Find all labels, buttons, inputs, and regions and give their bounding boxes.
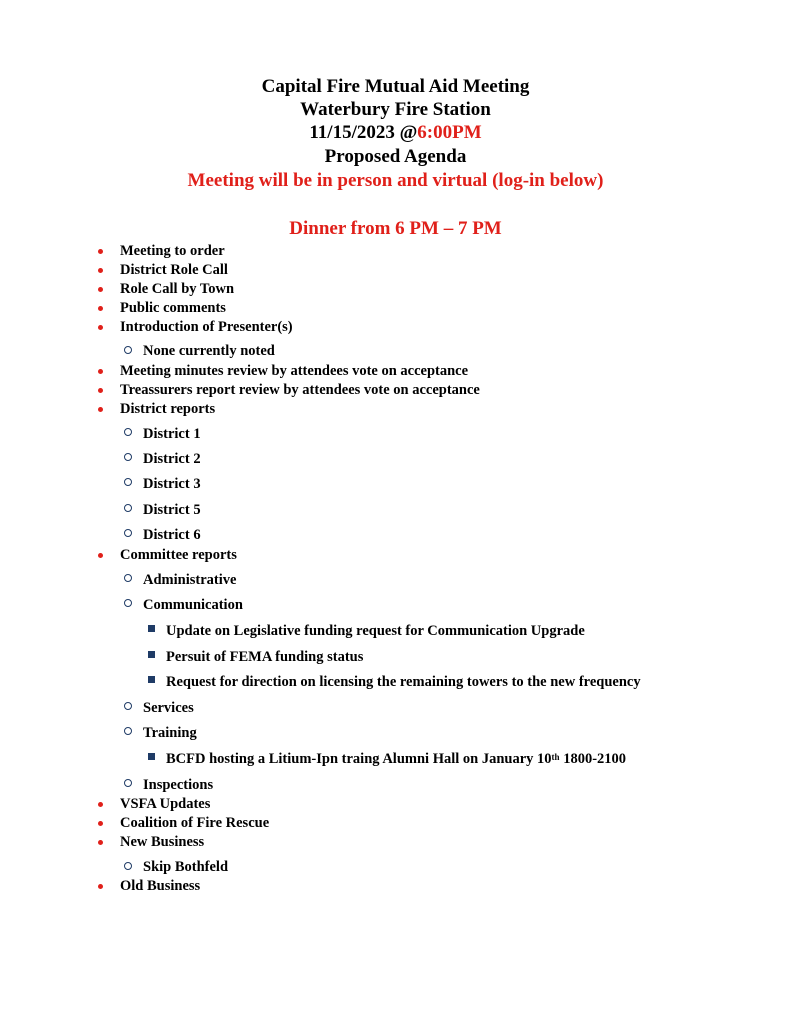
bullet-icon — [98, 287, 103, 292]
sub-bullet-icon — [124, 862, 132, 870]
bullet-icon — [98, 325, 103, 330]
agenda-subsubitem: Update on Legislative funding request for Communication Upgrade — [166, 623, 585, 639]
agenda-subitem: None currently noted — [143, 343, 275, 359]
sub-bullet-icon — [124, 599, 132, 607]
agenda-item: District Role Call — [120, 262, 228, 278]
dinner-notice: Dinner from 6 PM – 7 PM — [289, 218, 502, 239]
sub-bullet-icon — [124, 727, 132, 735]
training-item-text: BCFD hosting a Litium-Ipn traing Alumni Hall on January 10 — [166, 751, 552, 767]
bullet-icon — [98, 821, 103, 826]
square-bullet-icon — [148, 651, 155, 658]
agenda-subsubitem: Request for direction on licensing the remaining towers to the new frequency — [166, 674, 641, 690]
agenda-item: Role Call by Town — [120, 281, 235, 297]
agenda-subitem: District 2 — [143, 451, 201, 467]
agenda-subitem: District 3 — [143, 476, 201, 492]
agenda-subitem: District 5 — [143, 502, 201, 518]
meeting-location: Waterbury Fire Station — [300, 99, 491, 120]
sub-bullet-icon — [124, 478, 132, 486]
square-bullet-icon — [148, 625, 155, 632]
agenda-subitem: Training — [143, 725, 197, 741]
bullet-icon — [98, 840, 103, 845]
agenda-subsubitem: Persuit of FEMA funding status — [166, 649, 364, 665]
agenda-item: Treassurers report review by attendees vote on acceptance — [120, 382, 480, 398]
sub-bullet-icon — [124, 504, 132, 512]
sub-bullet-icon — [124, 453, 132, 461]
agenda-item: Meeting minutes review by attendees vote on acceptance — [120, 363, 469, 379]
bullet-icon — [98, 268, 103, 273]
bullet-icon — [98, 407, 103, 412]
agenda-heading: Proposed Agenda — [324, 146, 467, 167]
meeting-time: 6:00PM — [417, 122, 482, 143]
square-bullet-icon — [148, 753, 155, 760]
sub-bullet-icon — [124, 428, 132, 436]
square-bullet-icon — [148, 676, 155, 683]
bullet-icon — [98, 553, 103, 558]
agenda-item: New Business — [120, 834, 205, 850]
agenda-item: VSFA Updates — [120, 796, 211, 812]
bullet-icon — [98, 802, 103, 807]
sub-bullet-icon — [124, 529, 132, 537]
sub-bullet-icon — [124, 779, 132, 787]
meeting-title: Capital Fire Mutual Aid Meeting — [261, 76, 530, 97]
sub-bullet-icon — [124, 574, 132, 582]
agenda-subitem: Communication — [143, 597, 243, 613]
agenda-subitem: Inspections — [143, 777, 214, 793]
agenda-item: District reports — [120, 401, 216, 417]
sub-bullet-icon — [124, 346, 132, 354]
agenda-item: Old Business — [120, 878, 201, 894]
attendance-notice: Meeting will be in person and virtual (log-in below) — [187, 170, 604, 191]
agenda-item: Introduction of Presenter(s) — [120, 319, 293, 335]
training-item-ordinal: th — [551, 752, 560, 762]
agenda-item: Coalition of Fire Rescue — [120, 815, 270, 831]
agenda-subitem: Administrative — [143, 572, 237, 588]
training-item-time: 1800-2100 — [559, 751, 627, 767]
bullet-icon — [98, 388, 103, 393]
bullet-icon — [98, 249, 103, 254]
agenda-item: Committee reports — [120, 547, 237, 563]
meeting-date: 11/15/2023 @ — [309, 122, 418, 143]
agenda-subitem: Services — [143, 700, 194, 716]
meeting-datetime — [0, 122, 791, 144]
agenda-subitem: District 6 — [143, 527, 201, 543]
bullet-icon — [98, 884, 103, 889]
bullet-icon — [98, 306, 103, 311]
agenda-item: Meeting to order — [120, 243, 225, 259]
agenda-subitem: Skip Bothfeld — [143, 859, 229, 875]
agenda-subsubitem — [166, 750, 626, 768]
agenda-subitem: District 1 — [143, 426, 201, 442]
sub-bullet-icon — [124, 702, 132, 710]
agenda-item: Public comments — [120, 300, 226, 316]
bullet-icon — [98, 369, 103, 374]
